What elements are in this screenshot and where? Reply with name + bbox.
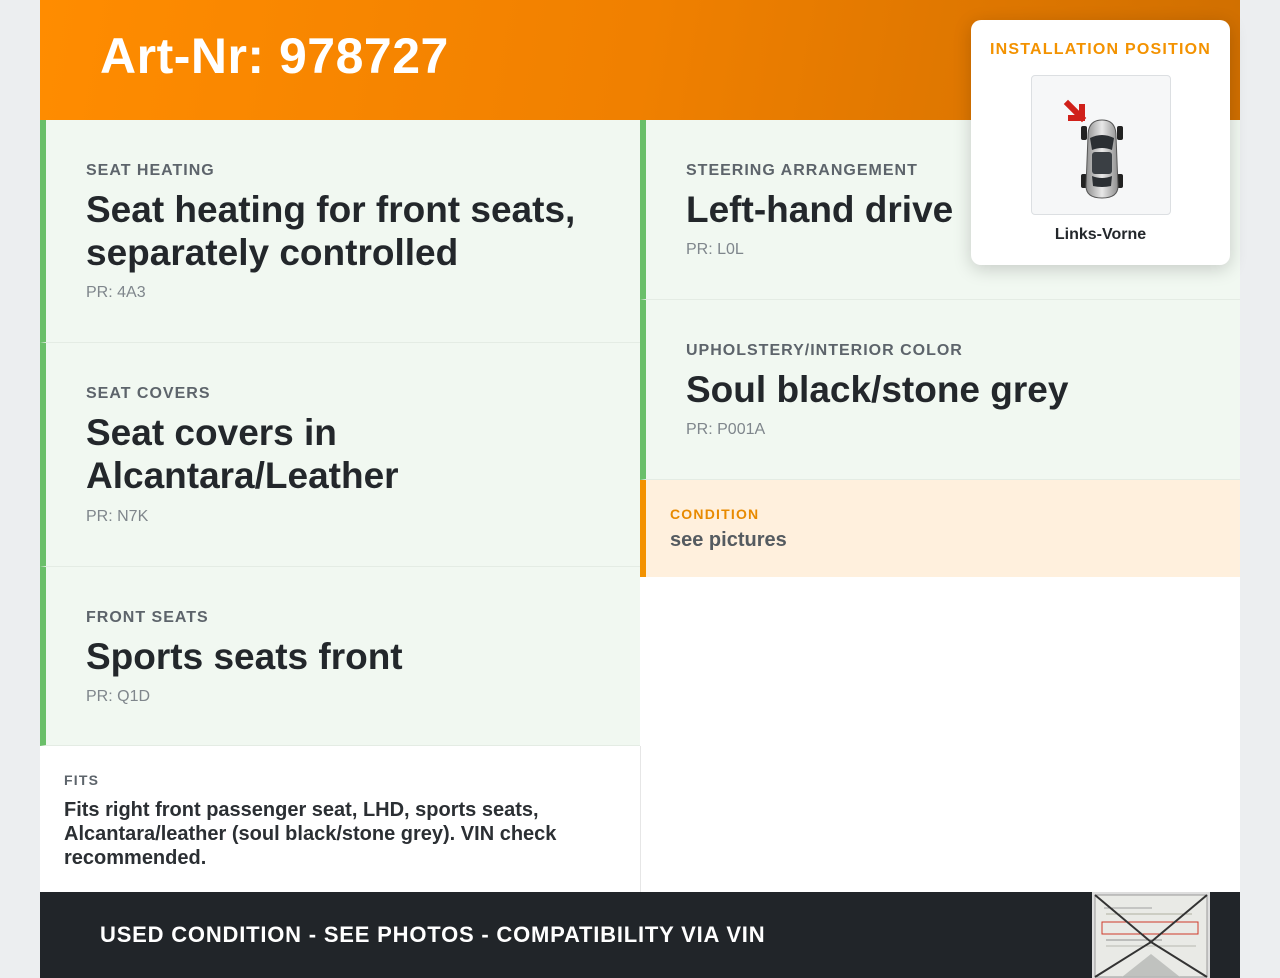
spec-label: SEAT HEATING — [86, 162, 215, 179]
spec-pr-code: PR: P001A — [686, 421, 766, 438]
spec-pr-code: PR: 4A3 — [86, 284, 146, 301]
condition-label: CONDITION — [670, 506, 760, 522]
footer-bar — [40, 892, 1240, 978]
installation-position-panel — [971, 20, 1230, 265]
spec-pr-code: PR: Q1D — [86, 688, 151, 705]
installation-label: INSTALLATION POSITION — [989, 41, 1212, 58]
condition-text: see pictures — [670, 529, 787, 551]
spec-value: Left-hand drive — [686, 189, 954, 230]
spec-value: Seat heating for front seats, separately controlled — [86, 189, 576, 273]
installation-caption: Links-Vorne — [1054, 226, 1147, 243]
vehicle-document-thumbnail[interactable] — [1092, 892, 1210, 978]
spec-label: FRONT SEATS — [86, 609, 209, 626]
spec-seat-covers — [40, 343, 640, 567]
fits-text: Fits right front passenger seat, LHD, sports seats, Alcantara/leather (soul black/stone grey). VIN check recommended. — [64, 799, 557, 869]
spec-label: STEERING ARRANGEMENT — [686, 162, 918, 179]
spec-label: SEAT COVERS — [86, 385, 211, 402]
spec-value: Sports seats front — [86, 636, 403, 677]
spec-label: UPHOLSTERY/INTERIOR COLOR — [686, 342, 963, 359]
car-top-view-icon — [1032, 76, 1170, 214]
spec-pr-code: PR: L0L — [686, 241, 744, 258]
document-image — [1092, 892, 1210, 978]
spec-value: Soul black/stone grey — [686, 369, 1069, 410]
spec-seat-heating — [40, 120, 640, 343]
spec-pr-code: PR: N7K — [86, 508, 149, 525]
installation-image-frame — [1031, 75, 1171, 215]
spec-upholstery — [640, 300, 1240, 480]
fits-label: FITS — [64, 772, 100, 788]
fits-section — [40, 746, 641, 892]
page-title: Art-Nr: 978727 — [100, 28, 449, 84]
spec-front-seats — [40, 567, 640, 746]
spec-value: Seat covers in Alcantara/Leather — [86, 412, 399, 496]
condition-box — [640, 480, 1240, 577]
footer-text: USED CONDITION - SEE PHOTOS - COMPATIBILITY VIA VIN — [100, 922, 766, 947]
